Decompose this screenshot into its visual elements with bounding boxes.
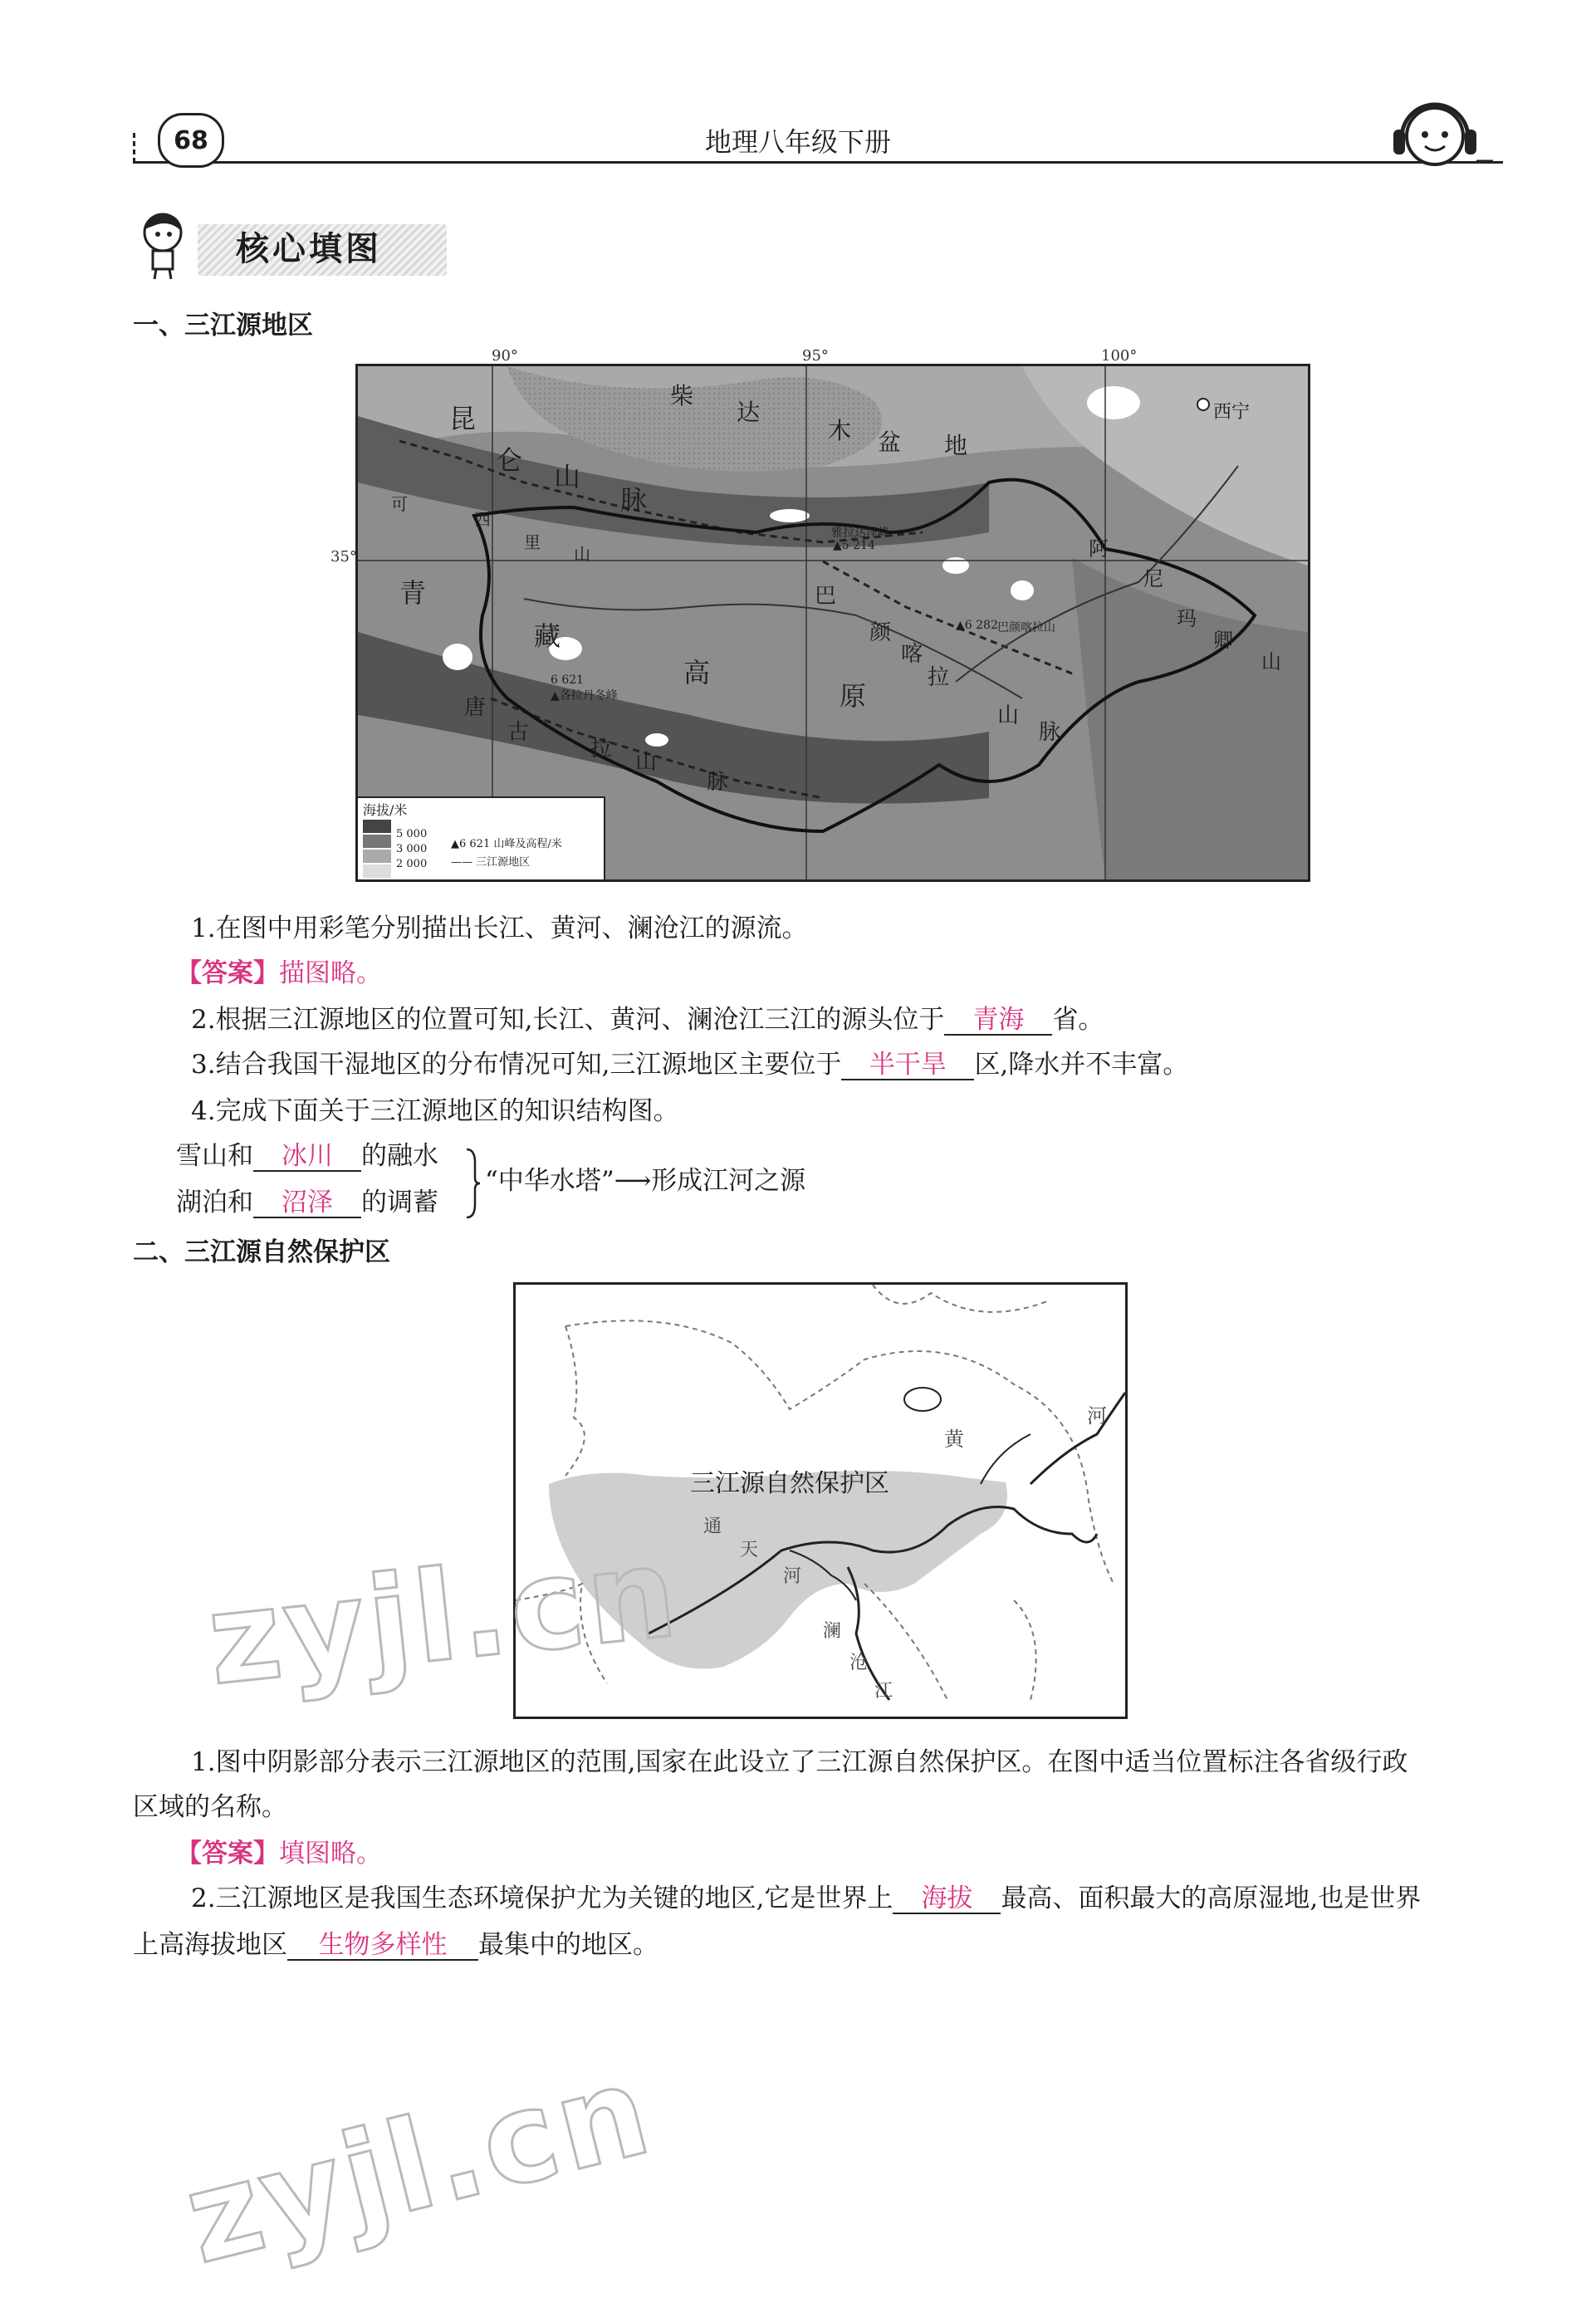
reserve-label: 三江源自然保护区 [690, 1469, 889, 1498]
map-label: 玛 [1177, 607, 1197, 630]
map-label: 脉 [620, 484, 648, 516]
map-label: 里 [524, 532, 541, 552]
map-label: 可 [391, 494, 408, 514]
structure-text: 的融水 [361, 1141, 438, 1171]
map-label: 青 [399, 577, 427, 609]
question-1-4: 4.完成下面关于三江源地区的知识结构图。 [191, 1096, 679, 1126]
map-label: 阿 [1089, 537, 1109, 561]
map-label: 山 [574, 544, 590, 564]
map-label: 山 [554, 461, 581, 492]
river-label: 江 [874, 1681, 893, 1702]
section-title: 核心填图 [236, 230, 382, 268]
legend-swatch [363, 850, 391, 863]
question-2-1-cont: 区域的名称。 [133, 1792, 287, 1822]
map-label: 盆 [878, 429, 902, 456]
answer-text: 填图略。 [279, 1839, 382, 1869]
river-label: 黄 [944, 1428, 964, 1451]
map-label: 山 [635, 750, 658, 775]
question-1-1: 1.在图中用彩笔分别描出长江、黄河、澜沧江的源流。 [191, 914, 808, 943]
answer-blank[interactable]: 生物多样性 [287, 1931, 478, 1961]
peak-label: 6 621 [551, 674, 585, 687]
map-label: 西 [474, 509, 491, 529]
map-label: 脉 [707, 770, 729, 795]
page-number: 68 [158, 113, 224, 168]
answer-blank[interactable]: 青海 [944, 1006, 1052, 1036]
brace-icon [465, 1146, 482, 1221]
sanjiangyuan-terrain-map [355, 364, 1310, 882]
map-label: 巴 [815, 584, 837, 609]
answer-blank[interactable]: 半干旱 [841, 1051, 974, 1080]
map-label: 地 [944, 432, 968, 459]
question-text: 3.结合我国干湿地区的分布情况可知,三江源地区主要位于 [191, 1050, 842, 1080]
answer-blank[interactable]: 沼泽 [253, 1188, 361, 1218]
answer-text: 描图略。 [279, 958, 382, 988]
part2-heading: 二、三江源自然保护区 [133, 1237, 390, 1267]
answer-tag: 【答案】 [176, 958, 279, 988]
legend-level: 3 000 [396, 843, 428, 855]
kid-mascot-icon [133, 208, 191, 282]
latitude-label: 35° [330, 548, 357, 566]
question-text: 最高、面积最大的高原湿地,也是世界 [1001, 1883, 1422, 1913]
map-label: 藏 [534, 620, 561, 652]
legend-peak-item: ▲6 621 山峰及高程/米 [451, 838, 562, 850]
legend-level: 2 000 [396, 858, 428, 870]
question-text: 区,降水并不丰富。 [974, 1050, 1189, 1080]
question-text: 省。 [1052, 1005, 1104, 1035]
arrow-icon: ⟶ [614, 1166, 652, 1196]
peak-label: 雅拉达泽峰 [831, 527, 889, 540]
answer-blank[interactable]: 海拔 [893, 1884, 1001, 1914]
question-2-2-cont [133, 1928, 658, 1962]
map-label: 昆 [449, 403, 477, 434]
river-label: 河 [783, 1566, 802, 1587]
peak-label: 巴颜喀拉山 [997, 621, 1055, 634]
structure-text: 形成江河之源 [651, 1166, 806, 1196]
question-1-2 [191, 1003, 1104, 1036]
longitude-label: 90° [492, 347, 518, 365]
legend-level: 5 000 [396, 828, 428, 840]
structure-text: “中华水塔” [485, 1166, 614, 1196]
map-label: 脉 [1039, 720, 1061, 745]
structure-row-1 [176, 1139, 438, 1173]
map-label: 高 [683, 657, 711, 688]
map-label: 柴 [670, 382, 694, 409]
legend-swatch [363, 820, 391, 833]
question-text: 上高海拔地区 [133, 1930, 287, 1960]
structure-row-2 [176, 1186, 438, 1219]
question-text: 2.根据三江源地区的位置可知,长江、黄河、澜沧江三江的源头位于 [191, 1005, 945, 1035]
structure-text: 的调蓄 [361, 1188, 438, 1217]
map-label: 喀 [901, 642, 923, 667]
question-2-2 [191, 1882, 1421, 1915]
watermark: zyjl.cn [201, 1520, 687, 1714]
peak-label: ▲6 282 [956, 619, 998, 632]
legend-title: 海拔/米 [363, 802, 408, 818]
river-label: 澜 [823, 1621, 842, 1642]
answer-blank[interactable]: 冰川 [253, 1142, 361, 1172]
map-label: 古 [507, 720, 530, 745]
map-label: 山 [997, 703, 1020, 728]
structure-result [485, 1164, 805, 1198]
structure-text: 雪山和 [176, 1141, 253, 1171]
answer-1-1 [176, 957, 382, 990]
question-1-3 [191, 1048, 1188, 1081]
question-text: 最集中的地区。 [478, 1930, 658, 1960]
legend-swatch [363, 835, 391, 848]
map-label: 颜 [869, 620, 892, 645]
peak-label: ▲各拉丹冬峰 [551, 689, 618, 703]
legend-boundary-item: —— 三江源地区 [451, 856, 531, 869]
map-label: 拉 [928, 665, 950, 690]
map-label: 达 [737, 399, 761, 426]
header-rule [133, 161, 1503, 164]
map-label: 卿 [1213, 629, 1233, 652]
river-label: 河 [1087, 1404, 1107, 1428]
peak-label: ▲5 214 [833, 539, 875, 552]
answer-2-1 [176, 1837, 382, 1870]
question-2-1: 1.图中阴影部分表示三江源地区的范围,国家在此设立了三江源自然保护区。在图中适当位置标注各省级行政 [191, 1747, 1408, 1777]
answer-tag: 【答案】 [176, 1839, 279, 1869]
structure-text: 湖泊和 [176, 1188, 253, 1217]
map-label: 木 [828, 417, 852, 444]
longitude-label: 100° [1101, 347, 1138, 365]
map-legend [358, 796, 605, 881]
question-text: 2.三江源地区是我国生态环境保护尤为关键的地区,它是世界上 [191, 1883, 893, 1913]
legend-swatch [363, 865, 391, 878]
headphone-face-icon [1377, 96, 1493, 171]
map-label-xining: 西宁 [1213, 402, 1251, 423]
river-label: 沧 [849, 1653, 869, 1673]
part1-heading: 一、三江源地区 [133, 311, 313, 340]
river-label: 通 [703, 1516, 722, 1537]
book-title: 地理八年级下册 [704, 126, 891, 158]
map-label: 山 [1261, 650, 1281, 674]
map-label: 唐 [464, 695, 487, 720]
river-label: 天 [740, 1540, 759, 1560]
map-label: 仑 [496, 444, 523, 476]
watermark: zyjl.cn [172, 2037, 666, 2293]
map-label: 尼 [1143, 567, 1163, 590]
longitude-label: 95° [802, 347, 829, 365]
map-label: 原 [840, 680, 867, 712]
map-label: 拉 [590, 737, 613, 762]
